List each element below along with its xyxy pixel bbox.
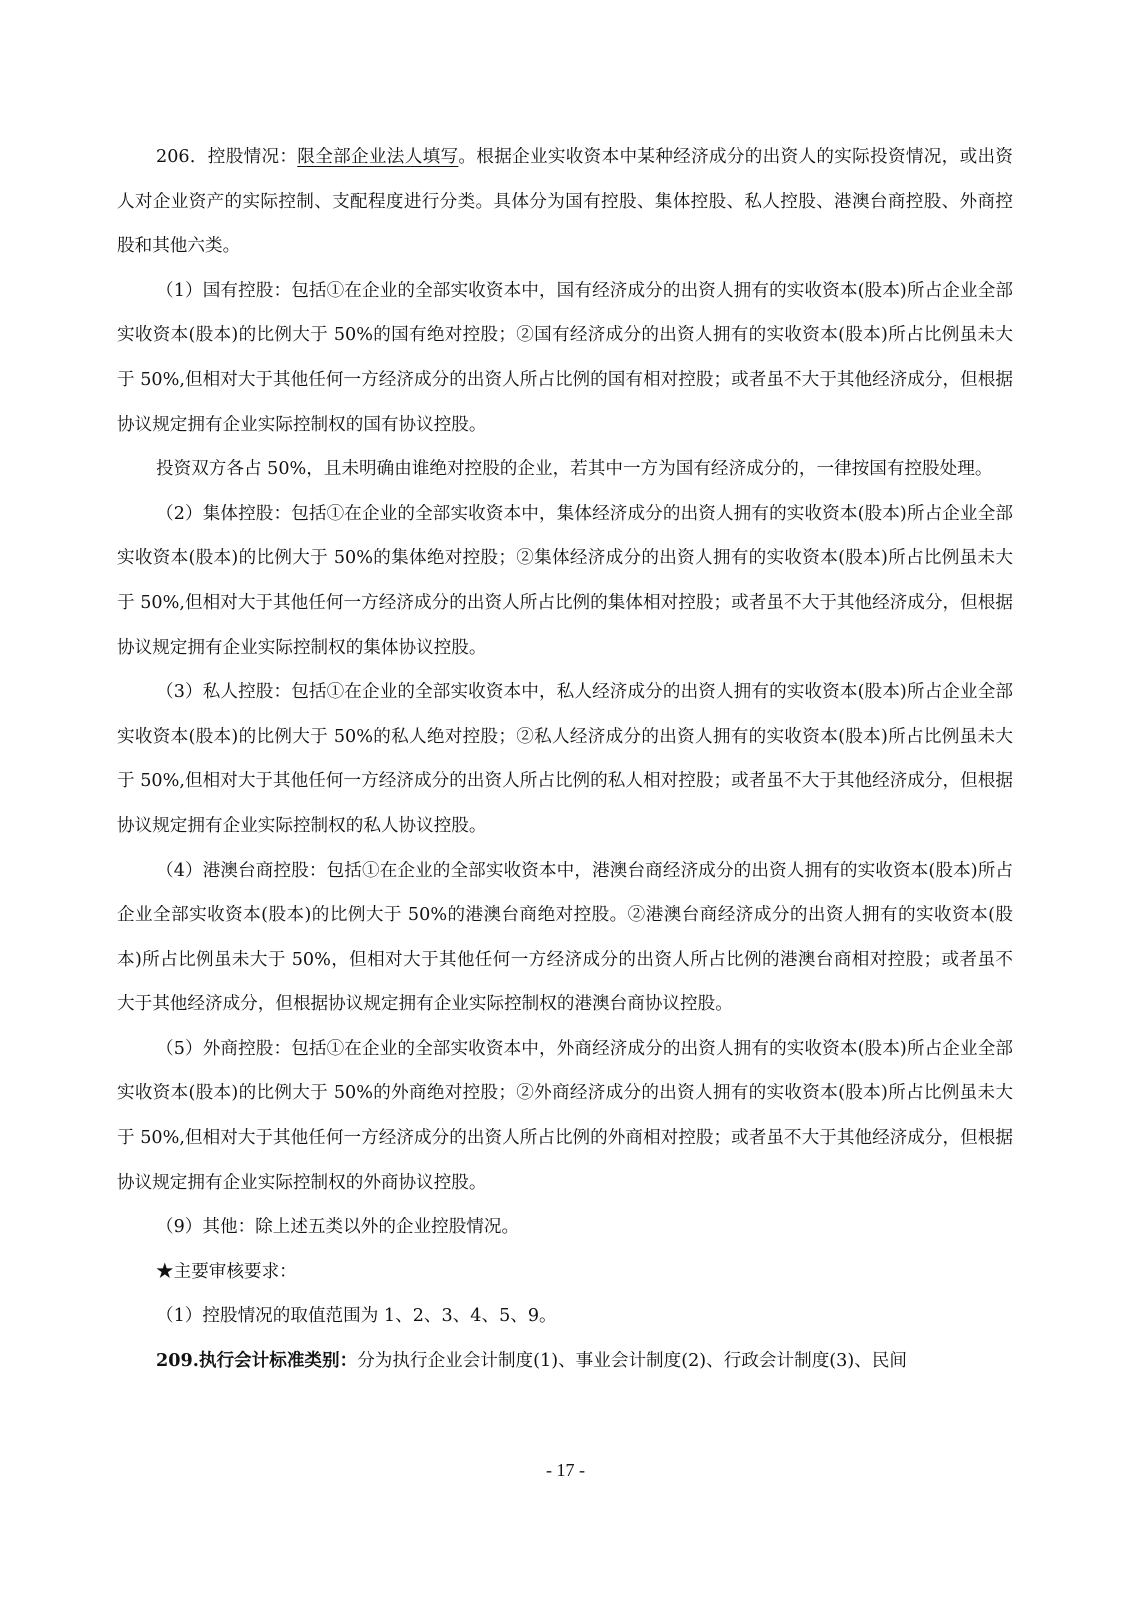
section-209 <box>117 1339 1013 1384</box>
section-206-heading: 控股情况： <box>207 147 298 167</box>
item-state-owned-note: 投资双方各占 50%，且未明确由谁绝对控股的企业，若其中一方为国有经济成分的，一律按国有控股处理。 <box>156 459 993 480</box>
document-body <box>117 135 1013 1384</box>
section-206-scope-note: 限全部企业法人填写 <box>297 147 459 167</box>
section-209-text: 分为执行企业会计制度(1)、事业会计制度(2)、行政会计制度(3)、民间 <box>357 1351 908 1372</box>
section-209-heading: 209.执行会计标准类别： <box>156 1350 358 1372</box>
item-hk-macao-taiwan: （4）港澳台商控股：包括①在企业的全部实收资本中，港澳台商经济成分的出资人拥有的实收资本(股本)所占企业全部实收资本(股本)的比例大于 50%的港澳台商绝对控股。②港澳台商经济成分的出资人拥有的实收资本(股本)所占比例虽未大于 50%，但相对大于其他任何一方经济成分的出资人所占比例的港澳台商相对控股；或者虽不大于其他经济成分，但根据协议规定拥有企业实际控制权的港澳台商协议控股。 <box>117 860 1013 1015</box>
review-requirements-heading: ★主要审核要求： <box>156 1261 297 1282</box>
section-206 <box>117 135 1013 269</box>
item-other: （9）其他：除上述五类以外的企业控股情况。 <box>156 1217 520 1238</box>
item-state-owned: （1）国有控股：包括①在企业的全部实收资本中，国有经济成分的出资人拥有的实收资本(股本)所占企业全部实收资本(股本)的比例大于 50%的国有绝对控股；②国有经济成分的出资人拥有的实收资本(股本)所占比例虽未大于 50%,但相对大于其他任何一方经济成分的出资人所占比例的国有相对控股；或者虽不大于其他经济成分，但根据协议规定拥有企业实际控制权的国有协议控股。 <box>117 280 1013 435</box>
page-number: - 17 - <box>546 1460 585 1480</box>
review-requirement-1: （1）控股情况的取值范围为 1、2、3、4、5、9。 <box>156 1306 557 1327</box>
section-206-number: 206． <box>156 147 208 167</box>
item-foreign: （5）外商控股：包括①在企业的全部实收资本中，外商经济成分的出资人拥有的实收资本(股本)所占企业全部实收资本(股本)的比例大于 50%的外商绝对控股；②外商经济成分的出资人拥有的实收资本(股本)所占比例虽未大于 50%,但相对大于其他任何一方经济成分的出资人所占比例的外商相对控股；或者虽不大于其他经济成分，但根据协议规定拥有企业实际控制权的外商协议控股。 <box>117 1038 1013 1193</box>
item-collective: （2）集体控股：包括①在企业的全部实收资本中，集体经济成分的出资人拥有的实收资本(股本)所占企业全部实收资本(股本)的比例大于 50%的集体绝对控股；②集体经济成分的出资人拥有的实收资本(股本)所占比例虽未大于 50%,但相对大于其他任何一方经济成分的出资人所占比例的集体相对控股；或者虽不大于其他经济成分，但根据协议规定拥有企业实际控制权的集体协议控股。 <box>117 503 1013 658</box>
section-206-text: 。根据企业实收资本中某种经济成分的出资人的实际投资情况，或出资人对企业资产的实际控制、支配程度进行分类。具体分为国有控股、集体控股、私人控股、港澳台商控股、外商控股和其他六类。 <box>117 147 1013 257</box>
item-private: （3）私人控股：包括①在企业的全部实收资本中，私人经济成分的出资人拥有的实收资本(股本)所占企业全部实收资本(股本)的比例大于 50%的私人绝对控股；②私人经济成分的出资人拥有的实收资本(股本)所占比例虽未大于 50%,但相对大于其他任何一方经济成分的出资人所占比例的私人相对控股；或者虽不大于其他经济成分，但根据协议规定拥有企业实际控制权的私人协议控股。 <box>117 682 1013 836</box>
